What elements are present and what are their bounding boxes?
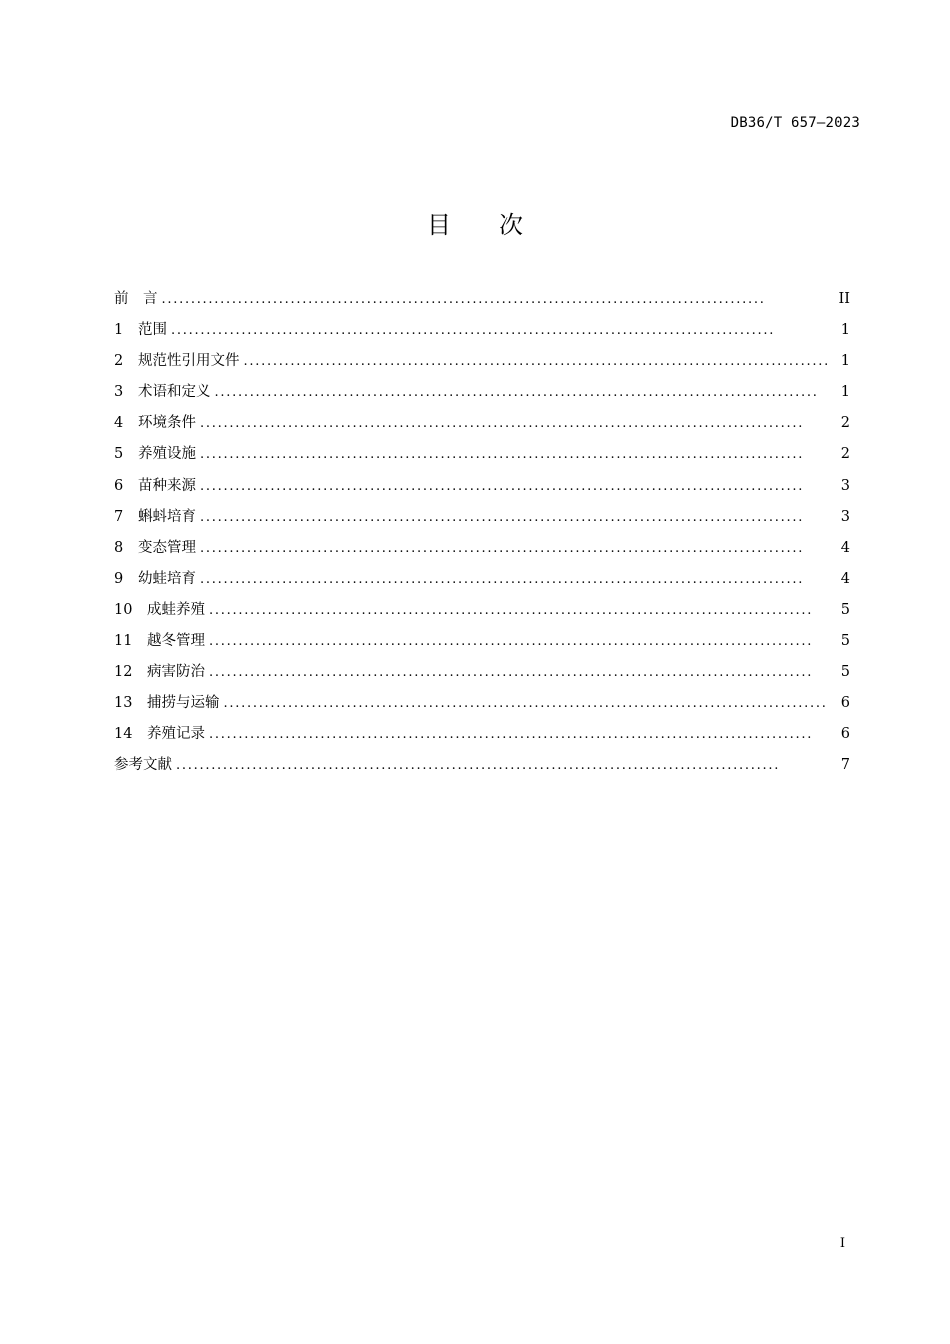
toc-entry-label: 幼蛙培育 <box>138 570 196 587</box>
toc-entry-page: 4 <box>840 570 850 587</box>
toc-entry-4[interactable] <box>114 408 850 439</box>
toc-dot-leader <box>176 750 828 781</box>
toc-dot-leader <box>209 595 828 626</box>
toc-entry-number: 4 <box>114 415 124 432</box>
toc-entry-label: 苗种来源 <box>138 477 196 494</box>
toc-entry-page: 1 <box>840 322 850 339</box>
toc-entry-9[interactable] <box>114 564 850 595</box>
toc-dot-leader <box>224 688 829 719</box>
toc-entry-label: 越冬管理 <box>147 633 205 650</box>
toc-entry-page: 5 <box>840 664 850 681</box>
toc-entry-number: 11 <box>114 633 133 650</box>
toc-entry-number: 7 <box>114 508 124 525</box>
page-number: I <box>839 1236 845 1251</box>
toc-entry-page: 1 <box>840 384 850 401</box>
toc-entry-number: 1 <box>114 322 124 339</box>
toc-entry-page: 5 <box>840 633 850 650</box>
toc-entry-label: 成蛙养殖 <box>147 601 205 618</box>
toc-dot-leader <box>200 471 828 502</box>
toc-entry-13[interactable] <box>114 688 850 719</box>
toc-entry-label: 养殖记录 <box>147 726 205 743</box>
toc-entry-number: 14 <box>114 726 133 743</box>
toc-dot-leader <box>162 284 829 315</box>
table-of-contents <box>114 284 850 782</box>
toc-entry-10[interactable] <box>114 595 850 626</box>
toc-entry-label: 前 言 <box>114 291 158 307</box>
toc-entry-label: 变态管理 <box>138 539 196 556</box>
toc-entry-7[interactable] <box>114 502 850 533</box>
toc-entry-label: 环境条件 <box>138 415 196 432</box>
toc-entry-11[interactable] <box>114 626 850 657</box>
toc-dot-leader <box>209 626 828 657</box>
toc-dot-leader <box>209 719 828 750</box>
toc-dot-leader <box>209 657 828 688</box>
toc-entry-page: 3 <box>840 477 850 494</box>
toc-entry-page: 4 <box>840 539 850 556</box>
toc-entry-page: 2 <box>840 415 850 432</box>
toc-entry-number: 6 <box>114 477 124 494</box>
toc-entry-label: 范围 <box>138 322 167 339</box>
toc-entry-label: 规范性引用文件 <box>138 353 240 370</box>
toc-entry-page: 3 <box>840 508 850 525</box>
page-title-char-2: 次 <box>499 211 523 239</box>
toc-entry-number: 3 <box>114 384 124 401</box>
page-title-char-1: 目 <box>427 211 451 239</box>
toc-entry-foreword[interactable] <box>114 284 850 315</box>
toc-dot-leader <box>171 315 828 346</box>
toc-entry-1[interactable] <box>114 315 850 346</box>
toc-entry-page: 7 <box>840 757 850 774</box>
toc-dot-leader <box>200 502 828 533</box>
toc-entry-12[interactable] <box>114 657 850 688</box>
toc-entry-number: 8 <box>114 539 124 556</box>
toc-entry-2[interactable] <box>114 346 850 377</box>
toc-entry-label: 捕捞与运输 <box>147 695 220 712</box>
toc-dot-leader <box>200 408 828 439</box>
toc-entry-page: II <box>838 291 850 307</box>
toc-entry-number: 9 <box>114 570 124 587</box>
toc-entry-3[interactable] <box>114 377 850 408</box>
toc-entry-number: 2 <box>114 353 124 370</box>
toc-entry-page: 2 <box>840 446 850 463</box>
toc-entry-label: 病害防治 <box>147 664 205 681</box>
toc-entry-page: 1 <box>840 353 850 370</box>
toc-entry-6[interactable] <box>114 471 850 502</box>
toc-entry-page: 6 <box>840 695 850 712</box>
toc-entry-label: 蝌蚪培育 <box>138 508 196 525</box>
toc-entry-label: 术语和定义 <box>138 384 211 401</box>
toc-dot-leader <box>200 533 828 564</box>
toc-entry-page: 5 <box>840 601 850 618</box>
toc-entry-number: 13 <box>114 695 133 712</box>
toc-dot-leader <box>244 346 829 377</box>
toc-dot-leader <box>215 377 829 408</box>
page-title <box>0 205 950 240</box>
toc-entry-8[interactable] <box>114 533 850 564</box>
toc-entry-number: 5 <box>114 446 124 463</box>
toc-dot-leader <box>200 564 828 595</box>
toc-entry-label: 参考文献 <box>114 757 172 774</box>
toc-entry-5[interactable] <box>114 439 850 470</box>
toc-entry-page: 6 <box>840 726 850 743</box>
toc-dot-leader <box>200 439 828 470</box>
toc-entry-label: 养殖设施 <box>138 446 196 463</box>
document-code: DB36/T 657—2023 <box>730 115 860 131</box>
toc-entry-number: 12 <box>114 664 133 681</box>
toc-entry-references[interactable] <box>114 750 850 781</box>
toc-entry-number: 10 <box>114 601 133 618</box>
toc-entry-14[interactable] <box>114 719 850 750</box>
